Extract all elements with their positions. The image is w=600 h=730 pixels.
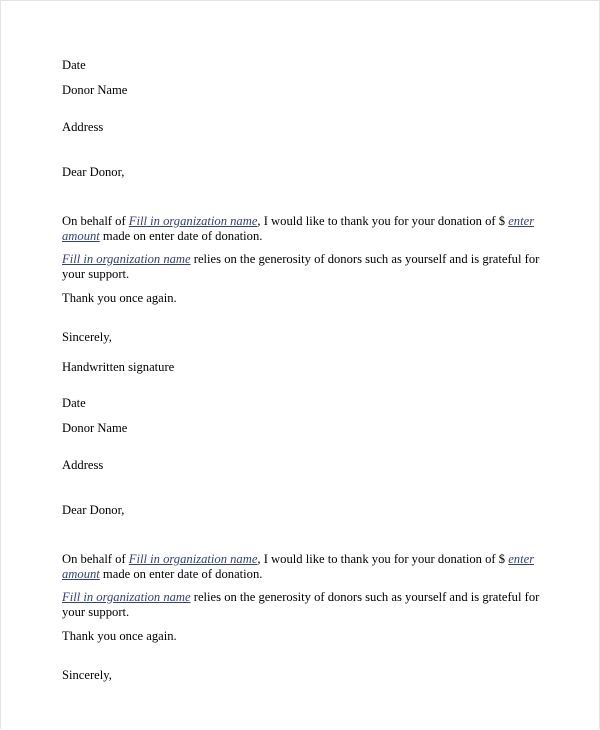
paragraph-1-prefix: On behalf of (62, 552, 129, 566)
signature-line: Handwritten signature (62, 360, 175, 374)
organization-name-field[interactable]: Fill in organization name (62, 590, 191, 604)
paragraph-1-prefix: On behalf of (62, 214, 129, 228)
paragraph-1-line-1 (62, 214, 534, 229)
paragraph-2-line-2: your support. (62, 605, 130, 619)
donor-name-line: Donor Name (62, 83, 128, 97)
paragraph-2-text: relies on the generosity of donors such as yourself and is grateful for (190, 590, 540, 604)
salutation: Dear Donor, (62, 165, 125, 179)
paragraph-1-line-1 (62, 552, 534, 567)
address-line: Address (62, 120, 104, 134)
closing-line: Sincerely, (62, 668, 112, 682)
organization-name-field[interactable]: Fill in organization name (128, 552, 258, 566)
address-line: Address (62, 458, 104, 472)
paragraph-1-line-2 (62, 229, 262, 244)
donor-name-line: Donor Name (62, 421, 128, 435)
paragraph-1-suffix: made on enter date of donation. (99, 229, 263, 243)
paragraph-2-line-1 (62, 252, 539, 267)
organization-name-field[interactable]: Fill in organization name (128, 214, 258, 228)
closing-line: Sincerely, (62, 330, 112, 344)
amount-field-part-1[interactable]: enter (508, 214, 535, 228)
amount-field-part-2[interactable]: amount (62, 567, 100, 581)
date-line: Date (62, 396, 86, 410)
paragraph-2-line-1 (62, 590, 539, 605)
amount-field-part-1[interactable]: enter (508, 552, 535, 566)
paragraph-2-text: relies on the generosity of donors such as yourself and is grateful for (190, 252, 540, 266)
amount-field-part-2[interactable]: amount (62, 229, 100, 243)
paragraph-1-line-2 (62, 567, 262, 582)
paragraph-1-suffix: made on enter date of donation. (99, 567, 263, 581)
thanks-line: Thank you once again. (62, 291, 177, 305)
date-line: Date (62, 58, 86, 72)
paragraph-2-line-2: your support. (62, 267, 130, 281)
thanks-line: Thank you once again. (62, 629, 177, 643)
salutation: Dear Donor, (62, 503, 125, 517)
paragraph-1-middle: , I would like to thank you for your donation of $ (257, 214, 509, 228)
organization-name-field[interactable]: Fill in organization name (62, 252, 191, 266)
paragraph-1-middle: , I would like to thank you for your donation of $ (257, 552, 509, 566)
